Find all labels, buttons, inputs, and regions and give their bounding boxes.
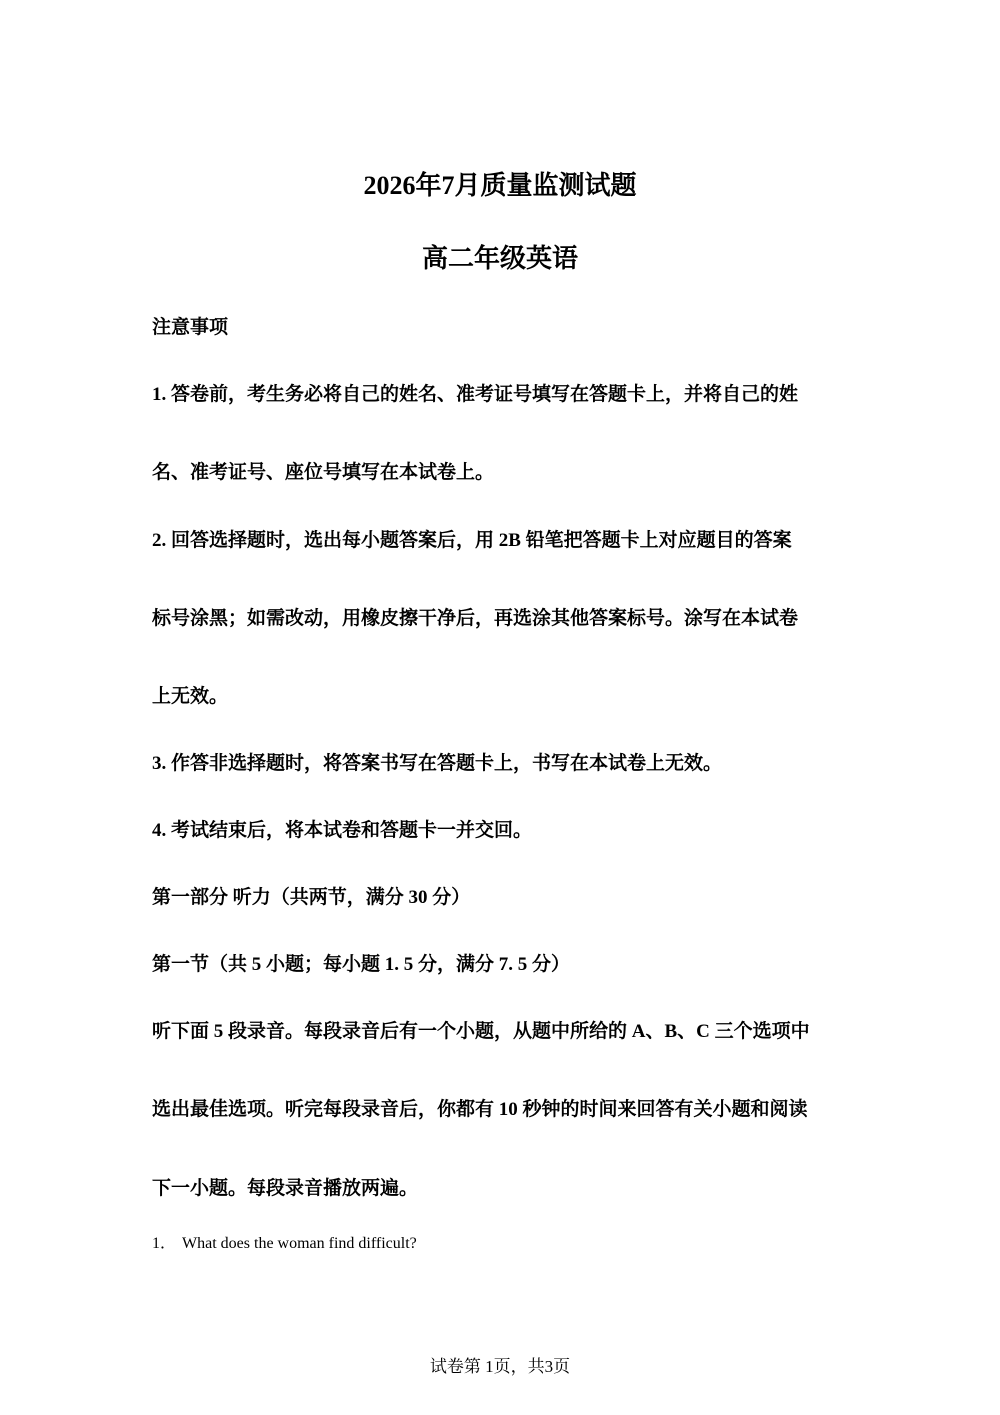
notice-heading: 注意事项: [152, 317, 229, 338]
notice-line: 2. 回答选择题时，选出每小题答案后，用 2B 铅笔把答题卡上对应题目的答案: [152, 530, 792, 551]
page-footer: 试卷第 1页，共3页: [429, 1357, 571, 1376]
question-text: What does the woman find difficult?: [182, 1235, 417, 1252]
question-item: [152, 1233, 417, 1255]
subject-title: 高二年级英语: [421, 244, 578, 273]
notice-line: 名、准考证号、座位号填写在本试卷上。: [152, 462, 495, 483]
instruction-line: 下一小题。每段录音播放两遍。: [152, 1178, 419, 1199]
notice-line: 1. 答卷前，考生务必将自己的姓名、准考证号填写在答题卡上，并将自己的姓: [152, 384, 799, 405]
notice-line: 标号涂黑；如需改动，用橡皮擦干净后，再选涂其他答案标号。涂写在本试卷: [152, 608, 799, 629]
instruction-line: 听下面 5 段录音。每段录音后有一个小题，从题中所给的 A、B、C 三个选项中: [152, 1021, 810, 1042]
question-number: 1．: [152, 1235, 177, 1252]
notice-line: 3. 作答非选择题时，将答案书写在答题卡上，书写在本试卷上无效。: [152, 753, 723, 774]
notice-line: 上无效。: [152, 686, 229, 707]
exam-title: 2026年7月质量监测试题: [363, 171, 637, 200]
notice-line: 4. 考试结束后，将本试卷和答题卡一并交回。: [152, 820, 533, 841]
part-heading: 第一部分 听力（共两节，满分 30 分）: [152, 887, 471, 908]
instruction-line: 选出最佳选项。听完每段录音后，你都有 10 秒钟的时间来回答有关小题和阅读: [152, 1099, 808, 1120]
section-heading: 第一节（共 5 小题；每小题 1. 5 分，满分 7. 5 分）: [152, 954, 571, 975]
